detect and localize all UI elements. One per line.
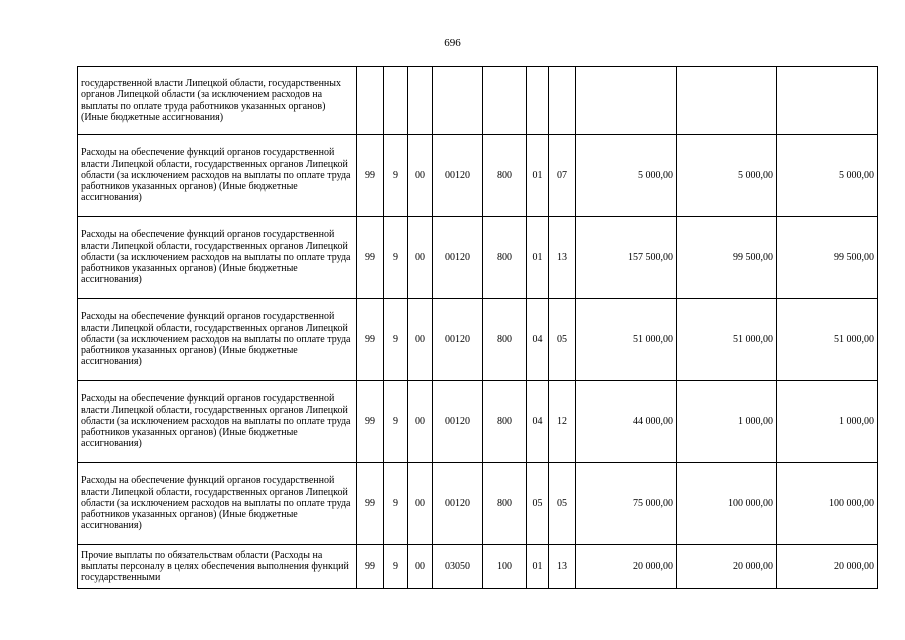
subsection-code-cell: 12 — [549, 381, 576, 463]
direction-code-cell: 00120 — [433, 299, 483, 381]
subprogram-code-cell: 9 — [384, 299, 408, 381]
amount-year-2-cell: 5 000,00 — [677, 135, 777, 217]
section-code-cell: 05 — [527, 463, 549, 545]
section-code-cell: 04 — [527, 299, 549, 381]
amount-year-2-cell: 100 000,00 — [677, 463, 777, 545]
subsection-code-cell: 13 — [549, 545, 576, 589]
expense-type-cell: 800 — [483, 463, 527, 545]
subsection-code-cell: 13 — [549, 217, 576, 299]
program-code-cell: 99 — [357, 217, 384, 299]
subsection-code-cell — [549, 67, 576, 135]
amount-year-1-cell: 157 500,00 — [576, 217, 677, 299]
subprogram-code-cell: 9 — [384, 545, 408, 589]
subsection-code-cell: 05 — [549, 299, 576, 381]
subprogram-code-cell: 9 — [384, 135, 408, 217]
amount-year-1-cell: 20 000,00 — [576, 545, 677, 589]
row-description: государственной власти Липецкой области, государственных органов Липецкой области (за исключением расходов на выплаты по оплате труда работников указанных органов) (Иные бюджетные ассигнования) — [78, 67, 357, 135]
amount-year-1-cell — [576, 67, 677, 135]
group-code-cell: 00 — [408, 217, 433, 299]
program-code-cell: 99 — [357, 463, 384, 545]
program-code-cell: 99 — [357, 135, 384, 217]
row-description: Расходы на обеспечение функций органов государственной власти Липецкой области, государственных органов Липецкой области (за исключением расходов на выплаты по оплате труда работников указанных органов) (Иные бюджетные ассигнования) — [78, 217, 357, 299]
section-code-cell: 01 — [527, 545, 549, 589]
expense-type-cell: 800 — [483, 381, 527, 463]
amount-year-2-cell — [677, 67, 777, 135]
direction-code-cell — [433, 67, 483, 135]
section-code-cell: 01 — [527, 217, 549, 299]
expense-type-cell: 100 — [483, 545, 527, 589]
amount-year-3-cell: 100 000,00 — [777, 463, 878, 545]
amount-year-1-cell: 5 000,00 — [576, 135, 677, 217]
table-row — [78, 67, 878, 135]
direction-code-cell: 00120 — [433, 463, 483, 545]
subprogram-code-cell — [384, 67, 408, 135]
subsection-code-cell: 07 — [549, 135, 576, 217]
table-row — [78, 545, 878, 589]
subsection-code-cell: 05 — [549, 463, 576, 545]
subprogram-code-cell: 9 — [384, 463, 408, 545]
page-number: 696 — [444, 37, 461, 49]
row-description: Прочие выплаты по обязательствам области (Расходы на выплаты персоналу в целях обеспечения выполнения функций государственными — [78, 545, 357, 589]
budget-table — [77, 66, 878, 589]
direction-code-cell: 00120 — [433, 381, 483, 463]
direction-code-cell: 00120 — [433, 217, 483, 299]
expense-type-cell — [483, 67, 527, 135]
expense-type-cell: 800 — [483, 217, 527, 299]
group-code-cell: 00 — [408, 381, 433, 463]
direction-code-cell: 03050 — [433, 545, 483, 589]
budget-table-body — [78, 67, 878, 589]
program-code-cell: 99 — [357, 299, 384, 381]
amount-year-1-cell: 44 000,00 — [576, 381, 677, 463]
table-row — [78, 217, 878, 299]
table-row — [78, 135, 878, 217]
program-code-cell: 99 — [357, 545, 384, 589]
group-code-cell: 00 — [408, 463, 433, 545]
direction-code-cell: 00120 — [433, 135, 483, 217]
row-description: Расходы на обеспечение функций органов государственной власти Липецкой области, государственных органов Липецкой области (за исключением расходов на выплаты по оплате труда работников указанных органов) (Иные бюджетные ассигнования) — [78, 381, 357, 463]
subprogram-code-cell: 9 — [384, 381, 408, 463]
amount-year-2-cell: 51 000,00 — [677, 299, 777, 381]
amount-year-1-cell: 75 000,00 — [576, 463, 677, 545]
table-row — [78, 299, 878, 381]
row-description: Расходы на обеспечение функций органов государственной власти Липецкой области, государственных органов Липецкой области (за исключением расходов на выплаты по оплате труда работников указанных органов) (Иные бюджетные ассигнования) — [78, 299, 357, 381]
amount-year-3-cell: 20 000,00 — [777, 545, 878, 589]
amount-year-2-cell: 20 000,00 — [677, 545, 777, 589]
section-code-cell: 04 — [527, 381, 549, 463]
table-row — [78, 463, 878, 545]
expense-type-cell: 800 — [483, 135, 527, 217]
amount-year-2-cell: 1 000,00 — [677, 381, 777, 463]
program-code-cell: 99 — [357, 381, 384, 463]
group-code-cell: 00 — [408, 545, 433, 589]
subprogram-code-cell: 9 — [384, 217, 408, 299]
amount-year-2-cell: 99 500,00 — [677, 217, 777, 299]
amount-year-3-cell: 1 000,00 — [777, 381, 878, 463]
section-code-cell: 01 — [527, 135, 549, 217]
amount-year-3-cell: 51 000,00 — [777, 299, 878, 381]
row-description: Расходы на обеспечение функций органов государственной власти Липецкой области, государственных органов Липецкой области (за исключением расходов на выплаты по оплате труда работников указанных органов) (Иные бюджетные ассигнования) — [78, 463, 357, 545]
group-code-cell: 00 — [408, 299, 433, 381]
table-row — [78, 381, 878, 463]
row-description: Расходы на обеспечение функций органов государственной власти Липецкой области, государственных органов Липецкой области (за исключением расходов на выплаты по оплате труда работников указанных органов) (Иные бюджетные ассигнования) — [78, 135, 357, 217]
amount-year-3-cell — [777, 67, 878, 135]
expense-type-cell: 800 — [483, 299, 527, 381]
amount-year-3-cell: 5 000,00 — [777, 135, 878, 217]
program-code-cell — [357, 67, 384, 135]
amount-year-1-cell: 51 000,00 — [576, 299, 677, 381]
group-code-cell — [408, 67, 433, 135]
amount-year-3-cell: 99 500,00 — [777, 217, 878, 299]
group-code-cell: 00 — [408, 135, 433, 217]
section-code-cell — [527, 67, 549, 135]
